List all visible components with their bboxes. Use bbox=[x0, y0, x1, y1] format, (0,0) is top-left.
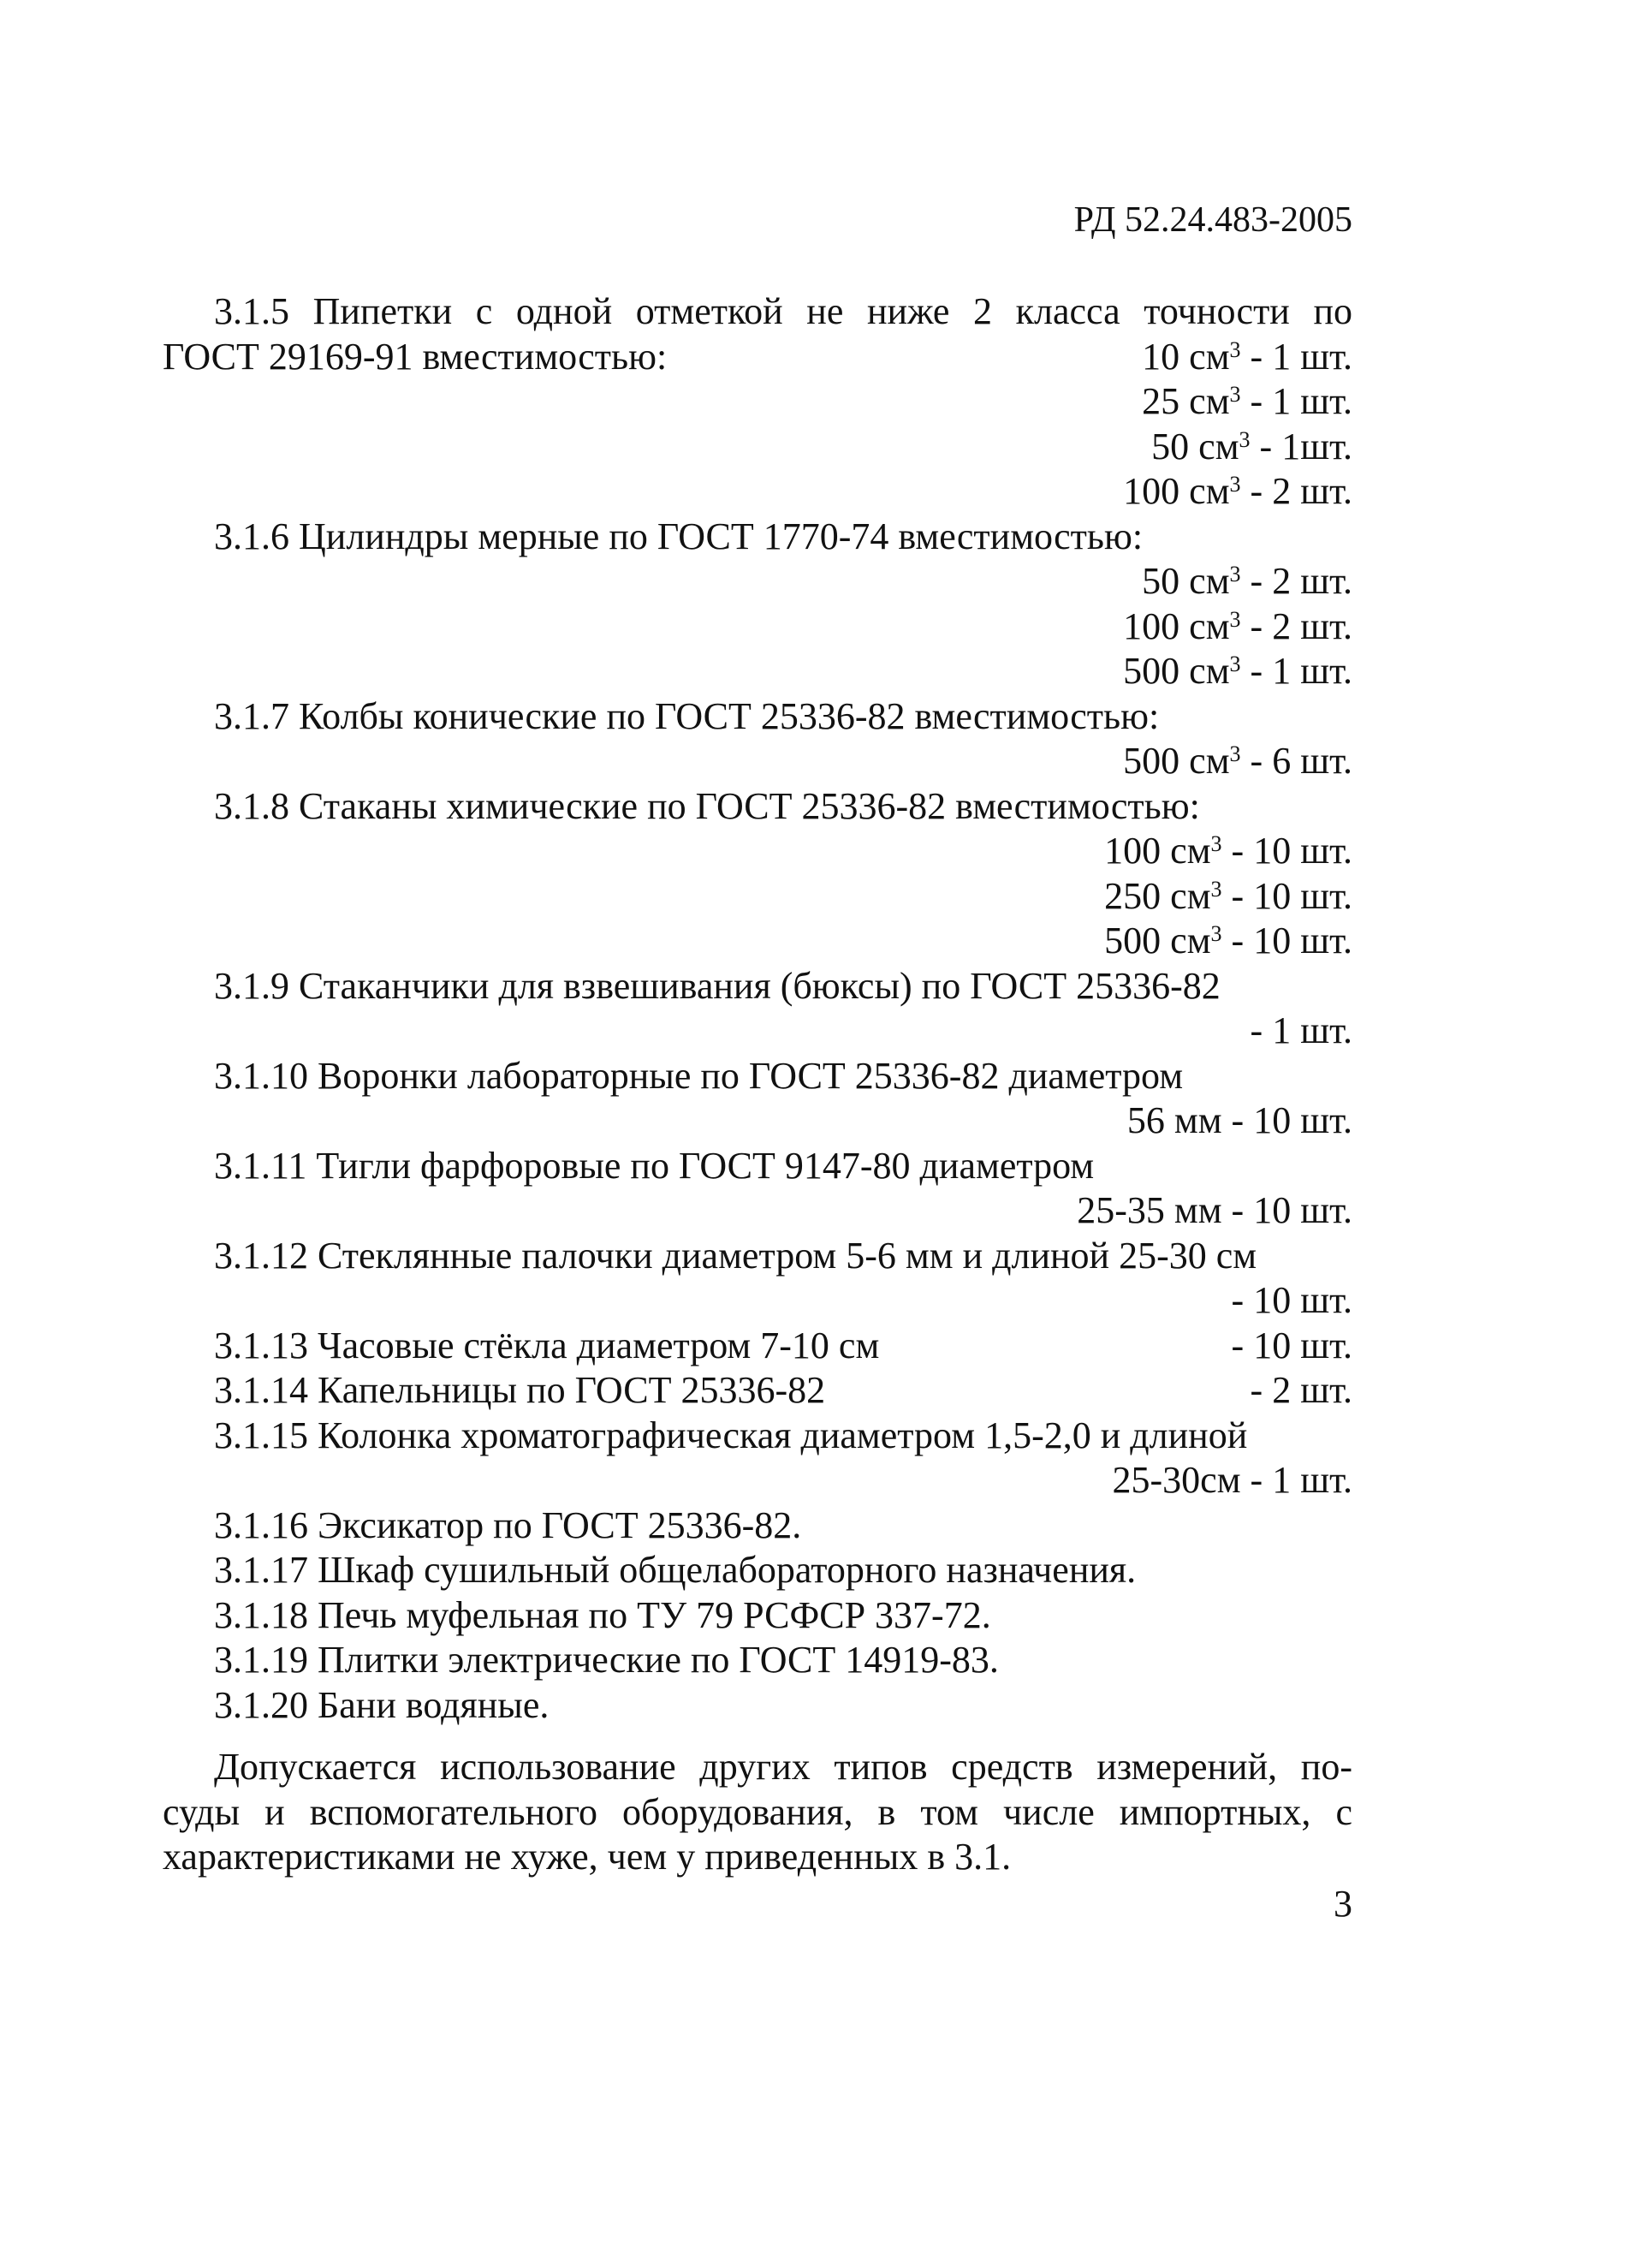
item-3-1-18: 3.1.18 Печь муфельная по ТУ 79 РСФСР 337-72. bbox=[214, 1593, 991, 1636]
quantity-line: 500 $см^3 - 10$ шт. bbox=[1104, 920, 1352, 961]
item-3-1-5-line2 bbox=[163, 335, 1352, 380]
item-3-1-9: 3.1.9 Стаканчики для взвешивания (бюксы) по ГОСТ 25336-82 bbox=[214, 964, 1221, 1007]
item-3-1-8: 3.1.8 Стаканы химические по ГОСТ 25336-82 вместимостью: bbox=[214, 784, 1200, 827]
quantity-line: 25-35 мм - 10 шт. bbox=[1077, 1189, 1352, 1231]
equipment-list bbox=[163, 289, 1352, 1880]
item-3-1-7: 3.1.7 Колбы конические по ГОСТ 25336-82 вместимостью: bbox=[214, 694, 1160, 737]
quantity-line: 100 $см^3 - 2$ шт. bbox=[1123, 470, 1352, 512]
quantity: 10 $см^3 - 1$ шт. bbox=[1142, 335, 1352, 378]
item-3-1-17: 3.1.17 Шкаф сушильный общелабораторного назначения. bbox=[214, 1549, 1137, 1591]
quantity-line: 50 $см^3 - 2$ шт. bbox=[1142, 560, 1352, 602]
item-3-1-16: 3.1.16 Эксикатор по ГОСТ 25336-82. bbox=[214, 1503, 802, 1546]
quantity: - 10 шт. bbox=[1231, 1324, 1352, 1366]
quantity-line: 100 $см^3 - 10$ шт. bbox=[1104, 830, 1352, 872]
item-3-1-13 bbox=[163, 1324, 1352, 1369]
item-3-1-10: 3.1.10 Воронки лабораторные по ГОСТ 25336-82 диаметром bbox=[214, 1054, 1184, 1097]
document-code: РД 52.24.483-2005 bbox=[1073, 200, 1352, 240]
note-line-3: характеристиками не хуже, чем у приведенных в 3.1. bbox=[163, 1836, 1012, 1878]
item-3-1-5-line1: 3.1.5 Пипетки с одной отметкой не ниже 2 класса точности по bbox=[214, 290, 1352, 332]
quantity-line: - 10 шт. bbox=[1231, 1279, 1352, 1321]
note-line-1: Допускается использование других типов средств измерений, по- bbox=[214, 1746, 1352, 1788]
item-3-1-15: 3.1.15 Колонка хроматографическая диаметром 1,5-2,0 и длиной bbox=[214, 1414, 1248, 1456]
quantity-line: 50 $см^3 - 1шт$. bbox=[1151, 425, 1352, 467]
quantity-line: 100 $см^3 - 2$ шт. bbox=[1123, 604, 1352, 647]
quantity-line: 500 $см^3 - 1$ шт. bbox=[1123, 650, 1352, 692]
quantity-line: 25-30см - 1 шт. bbox=[1112, 1459, 1352, 1501]
item-3-1-12: 3.1.12 Стеклянные палочки диаметром 5-6 мм и длиной 25-30 см bbox=[214, 1234, 1257, 1277]
quantity-line: 250 $см^3 - 10$ шт. bbox=[1104, 874, 1352, 917]
quantity-line: 56 мм - 10 шт. bbox=[1126, 1099, 1352, 1141]
item-3-1-13-text: 3.1.13 Часовые стёкла диаметром 7-10 см bbox=[214, 1324, 880, 1366]
item-3-1-6: 3.1.6 Цилиндры мерные по ГОСТ 1770-74 вместимостью: bbox=[214, 515, 1144, 557]
quantity-line: 500 $см^3 - 6$ шт. bbox=[1123, 740, 1352, 782]
quantity-line: 25 $см^3 - 1$ шт. bbox=[1142, 380, 1352, 422]
note-line-2: суды и вспомогательного оборудования, в том числе импортных, с bbox=[163, 1790, 1352, 1833]
item-3-1-14-text: 3.1.14 Капельницы по ГОСТ 25336-82 bbox=[214, 1369, 826, 1411]
item-3-1-5-text: ГОСТ 29169-91 вместимостью: bbox=[163, 335, 668, 378]
quantity-line: - 1 шт. bbox=[1250, 1009, 1352, 1051]
page-number: 3 bbox=[1334, 1883, 1352, 1925]
item-3-1-14 bbox=[163, 1368, 1352, 1414]
item-3-1-11: 3.1.11 Тигли фарфоровые по ГОСТ 9147-80 диаметром bbox=[214, 1144, 1095, 1187]
quantity: - 2 шт. bbox=[1250, 1369, 1352, 1411]
item-3-1-20: 3.1.20 Бани водяные. bbox=[214, 1683, 550, 1726]
item-3-1-19: 3.1.19 Плитки электрические по ГОСТ 14919-83. bbox=[214, 1639, 999, 1681]
